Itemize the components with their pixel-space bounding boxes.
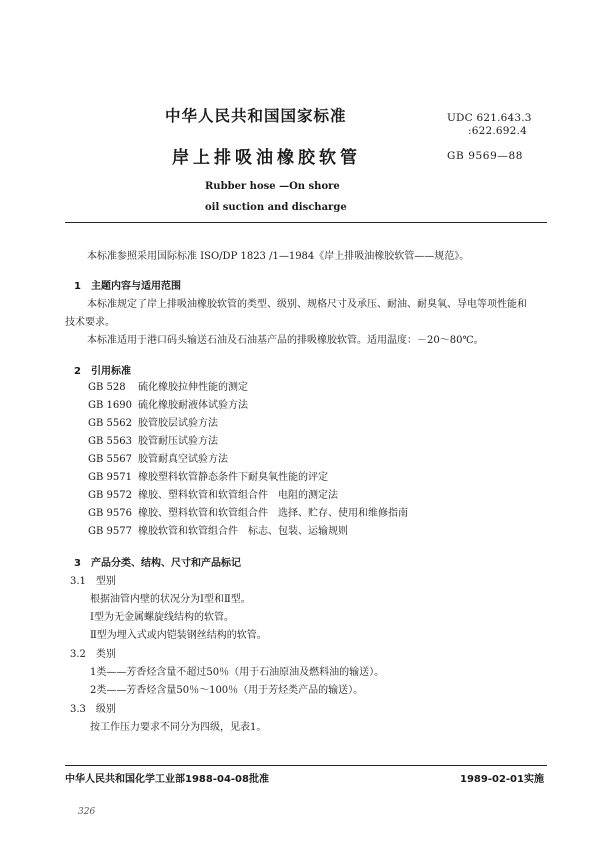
ref-code: GB 5567 [88, 454, 132, 465]
ref-title: 胶管耐真空试验方法 [138, 454, 228, 465]
ref-item [88, 471, 328, 484]
section-3-1-line-3: Ⅱ型为埋入式或内铠装钢丝结构的软管。 [90, 630, 267, 641]
ref-code: GB 1690 [88, 400, 132, 411]
section-3-2-line-2: 2类——芳香烃含量50％～100％（用于芳烃类产品的输送）。 [90, 685, 364, 696]
section-3-3-line-1: 按工作压力要求不同分为四级，见表1。 [90, 722, 267, 733]
section-1-para-1-line-1: 本标准规定了岸上排吸油橡胶软管的类型、级别、规格尺寸及承压、耐油、耐臭氧、导电等项性能和 [87, 299, 527, 310]
ref-code: GB 9576 [88, 508, 132, 519]
section-3-2-line-1: 1类——芳香烃含量不超过50％（用于石油原油及燃料油的输送）。 [90, 667, 385, 678]
ref-code: GB 9577 [88, 526, 132, 537]
intro-paragraph: 本标准参照采用国际标准 ISO/DP 1823 /1—1984《岸上排吸油橡胶软管——规范》。 [87, 251, 470, 262]
ref-item [88, 525, 348, 538]
section-3-3-heading: 3.3 级别 [70, 704, 116, 715]
ref-title: 橡胶软管和软管组合件 标志、包装、运输规则 [138, 526, 348, 537]
ref-code: GB 528 [88, 382, 126, 393]
page-number: 326 [78, 807, 96, 817]
effective-date: 1989-02-01实施 [460, 774, 544, 785]
section-3-1-line-1: 根据油管内壁的状况分为Ⅰ型和Ⅱ型。 [90, 594, 251, 605]
ref-title: 橡胶塑料软管静态条件下耐臭氧性能的评定 [138, 472, 328, 483]
ref-title: 硫化橡胶耐液体试验方法 [138, 400, 248, 411]
section-2-heading: 2 引用标准 [74, 366, 131, 377]
section-3-1-line-2: Ⅰ型为无金属螺旋线结构的软管。 [90, 612, 234, 623]
gb-number: GB 9569—88 [447, 150, 524, 162]
ref-item [88, 417, 218, 430]
section-3-2-heading: 3.2 类别 [70, 649, 116, 660]
approval-date: 中华人民共和国化学工业部1988-04-08批准 [65, 774, 269, 785]
ref-code: GB 9572 [88, 490, 132, 501]
ref-title: 硫化橡胶拉伸性能的测定 [138, 382, 248, 393]
ref-title: 胶管耐压试验方法 [138, 436, 218, 447]
ref-item [88, 381, 248, 394]
udc-line-2: :622.692.4 [468, 125, 527, 137]
ref-item [88, 453, 228, 466]
ref-title: 橡胶、塑料软管和软管组合件 电阻的测定法 [138, 490, 338, 501]
document-title: 岸上排吸油橡胶软管 [172, 148, 361, 168]
section-3-heading: 3 产品分类、结构、尺寸和产品标记 [74, 558, 241, 569]
ref-code: GB 9571 [88, 472, 132, 483]
ref-item [88, 435, 218, 448]
ref-code: GB 5562 [88, 418, 132, 429]
english-title-line-2: oil suction and discharge [205, 202, 347, 213]
ref-title: 橡胶、塑料软管和软管组合件 选择、贮存、使用和维修指南 [138, 508, 408, 519]
section-1-para-1-line-2: 技术要求。 [65, 317, 115, 328]
english-title [205, 176, 347, 218]
section-1-heading: 1 主题内容与适用范围 [74, 281, 181, 292]
english-title-line-1: Rubber hose —On shore [205, 181, 340, 192]
ref-code: GB 5563 [88, 436, 132, 447]
ref-item [88, 507, 408, 520]
udc-line-1: UDC 621.643.3 [447, 112, 532, 124]
header-divider [65, 222, 547, 223]
udc-code [447, 112, 532, 138]
section-1-para-2: 本标准适用于港口码头输送石油及石油基产品的排吸橡胶软管。适用温度：－20～80℃。 [87, 335, 484, 346]
issuer-title: 中华人民共和国国家标准 [165, 107, 347, 125]
ref-item [88, 399, 248, 412]
footer-divider [65, 765, 547, 766]
ref-item [88, 489, 338, 502]
ref-title: 胶管胶层试验方法 [138, 418, 218, 429]
section-3-1-heading: 3.1 型别 [70, 576, 116, 587]
